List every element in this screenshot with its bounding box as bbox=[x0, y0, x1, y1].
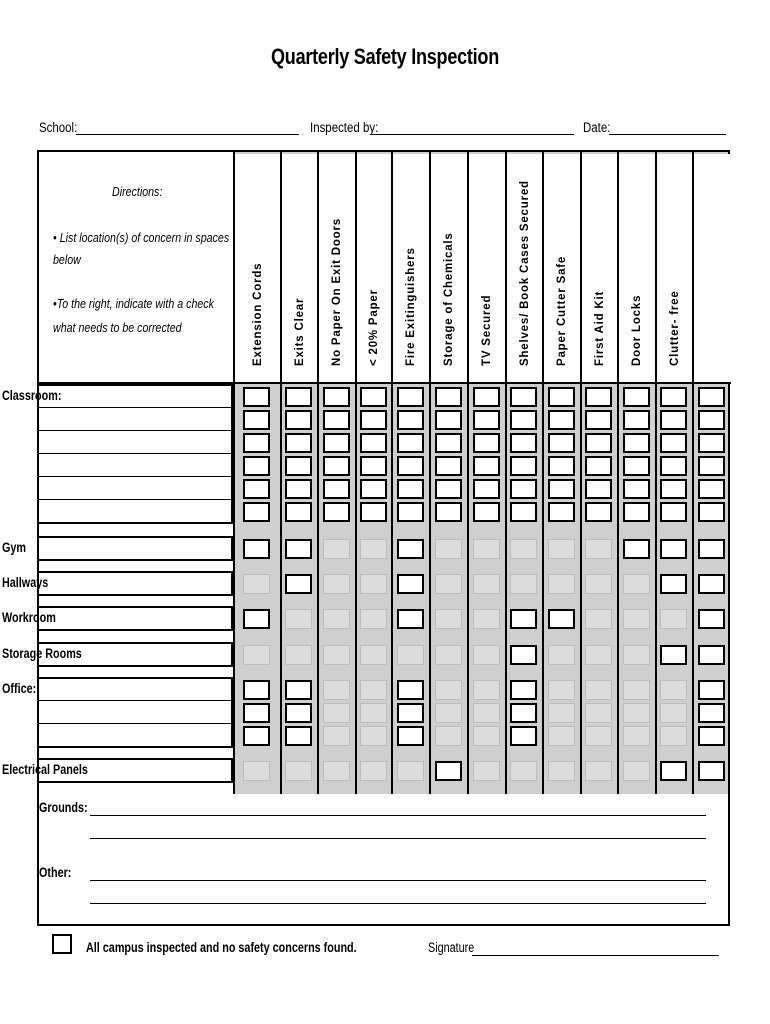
disabled-check-box bbox=[323, 539, 350, 559]
check-box[interactable] bbox=[243, 680, 270, 700]
disabled-check-box bbox=[548, 539, 575, 559]
check-box[interactable] bbox=[660, 433, 687, 453]
disabled-check-box bbox=[435, 726, 462, 746]
directions-line: below bbox=[53, 252, 81, 267]
location-entry-line[interactable] bbox=[39, 476, 231, 477]
check-box[interactable] bbox=[285, 387, 312, 407]
disabled-check-box bbox=[660, 609, 687, 629]
section-label-box bbox=[37, 571, 233, 596]
check-box[interactable] bbox=[623, 387, 650, 407]
check-box[interactable] bbox=[698, 680, 725, 700]
check-box[interactable] bbox=[397, 539, 424, 559]
check-box[interactable] bbox=[435, 387, 462, 407]
column-label: < 20% Paper bbox=[368, 289, 380, 366]
disabled-check-box bbox=[435, 703, 462, 723]
disabled-check-box bbox=[323, 761, 350, 781]
other-line[interactable] bbox=[90, 880, 706, 881]
check-box[interactable] bbox=[660, 387, 687, 407]
column-divider bbox=[467, 152, 469, 794]
check-box[interactable] bbox=[243, 456, 270, 476]
check-box[interactable] bbox=[243, 502, 270, 522]
column-divider bbox=[233, 152, 235, 794]
column-label: TV Secured bbox=[481, 294, 493, 366]
disabled-check-box bbox=[285, 609, 312, 629]
check-box[interactable] bbox=[548, 410, 575, 430]
check-box[interactable] bbox=[285, 680, 312, 700]
check-box[interactable] bbox=[660, 539, 687, 559]
check-box[interactable] bbox=[473, 456, 500, 476]
check-box[interactable] bbox=[360, 433, 387, 453]
disabled-check-box bbox=[323, 609, 350, 629]
grounds-label: Grounds: bbox=[39, 800, 88, 815]
disabled-check-box bbox=[243, 761, 270, 781]
check-box[interactable] bbox=[660, 645, 687, 665]
check-box[interactable] bbox=[510, 703, 537, 723]
disabled-check-box bbox=[323, 680, 350, 700]
school-field[interactable] bbox=[76, 134, 299, 135]
location-entry-line[interactable] bbox=[39, 700, 231, 701]
check-box[interactable] bbox=[510, 645, 537, 665]
check-box[interactable] bbox=[285, 703, 312, 723]
check-box[interactable] bbox=[323, 502, 350, 522]
disabled-check-box bbox=[623, 761, 650, 781]
column-divider bbox=[355, 152, 357, 794]
disabled-check-box bbox=[548, 574, 575, 594]
check-box[interactable] bbox=[397, 433, 424, 453]
check-box[interactable] bbox=[323, 479, 350, 499]
check-box[interactable] bbox=[623, 410, 650, 430]
check-box[interactable] bbox=[360, 502, 387, 522]
disabled-check-box bbox=[473, 645, 500, 665]
disabled-check-box bbox=[473, 726, 500, 746]
check-box[interactable] bbox=[435, 433, 462, 453]
disabled-check-box bbox=[510, 539, 537, 559]
check-box[interactable] bbox=[585, 456, 612, 476]
location-entry-line[interactable] bbox=[39, 430, 231, 431]
column-divider bbox=[692, 152, 694, 794]
disabled-check-box bbox=[510, 574, 537, 594]
check-box[interactable] bbox=[285, 433, 312, 453]
column-label: Extension Cords bbox=[251, 262, 264, 366]
check-box[interactable] bbox=[585, 410, 612, 430]
check-box[interactable] bbox=[585, 387, 612, 407]
check-box[interactable] bbox=[548, 479, 575, 499]
check-box[interactable] bbox=[510, 609, 537, 629]
check-box[interactable] bbox=[473, 387, 500, 407]
check-box[interactable] bbox=[698, 502, 725, 522]
check-box[interactable] bbox=[285, 479, 312, 499]
check-box[interactable] bbox=[360, 456, 387, 476]
disabled-check-box bbox=[397, 761, 424, 781]
disabled-check-box bbox=[548, 645, 575, 665]
column-divider bbox=[505, 152, 507, 794]
check-box[interactable] bbox=[397, 726, 424, 746]
disabled-check-box bbox=[548, 761, 575, 781]
check-box[interactable] bbox=[548, 456, 575, 476]
disabled-check-box bbox=[360, 680, 387, 700]
column-header bbox=[357, 154, 391, 384]
location-entry-line[interactable] bbox=[39, 453, 231, 454]
column-label: First Aid Kit bbox=[593, 290, 606, 366]
column-label: No Paper On Exit Doors bbox=[331, 218, 343, 366]
section-label-box bbox=[37, 677, 233, 748]
column-label: Paper Cutter Safe bbox=[556, 255, 568, 366]
section-label: Workroom bbox=[2, 610, 56, 625]
check-box[interactable] bbox=[285, 726, 312, 746]
check-box[interactable] bbox=[243, 410, 270, 430]
column-header bbox=[469, 154, 505, 384]
date-label: Date: bbox=[583, 120, 611, 135]
disabled-check-box bbox=[360, 539, 387, 559]
column-label: Exits Clear bbox=[293, 297, 306, 366]
signature-line[interactable] bbox=[472, 955, 719, 956]
column-header bbox=[582, 154, 617, 384]
check-box[interactable] bbox=[397, 574, 424, 594]
check-box[interactable] bbox=[360, 479, 387, 499]
column-header bbox=[319, 154, 355, 384]
disabled-check-box bbox=[548, 680, 575, 700]
disabled-check-box bbox=[585, 680, 612, 700]
disabled-check-box bbox=[623, 609, 650, 629]
check-box[interactable] bbox=[473, 410, 500, 430]
directions-block bbox=[40, 154, 230, 382]
check-box[interactable] bbox=[285, 410, 312, 430]
date-field[interactable] bbox=[609, 134, 726, 135]
check-box[interactable] bbox=[585, 502, 612, 522]
disabled-check-box bbox=[585, 703, 612, 723]
check-box[interactable] bbox=[698, 574, 725, 594]
disabled-check-box bbox=[243, 574, 270, 594]
disabled-check-box bbox=[623, 574, 650, 594]
check-box[interactable] bbox=[698, 433, 725, 453]
check-box[interactable] bbox=[698, 645, 725, 665]
disabled-check-box bbox=[510, 761, 537, 781]
all-campus-checkbox[interactable] bbox=[52, 934, 72, 954]
check-box[interactable] bbox=[397, 456, 424, 476]
check-box[interactable] bbox=[698, 703, 725, 723]
disabled-check-box bbox=[243, 645, 270, 665]
check-box[interactable] bbox=[510, 680, 537, 700]
disabled-check-box bbox=[435, 574, 462, 594]
directions-line: what needs to be corrected bbox=[53, 320, 182, 335]
column-label: Fire Exitinguishers bbox=[405, 247, 417, 366]
inspected-by-label: Inspected by: bbox=[310, 120, 379, 135]
disabled-check-box bbox=[397, 645, 424, 665]
disabled-check-box bbox=[435, 680, 462, 700]
check-box[interactable] bbox=[660, 574, 687, 594]
location-entry-line[interactable] bbox=[39, 723, 231, 724]
inspected-by-field[interactable] bbox=[371, 134, 574, 135]
disabled-check-box bbox=[548, 703, 575, 723]
location-entry-line[interactable] bbox=[39, 499, 231, 500]
check-box[interactable] bbox=[243, 703, 270, 723]
other-label: Other: bbox=[39, 865, 72, 880]
check-box[interactable] bbox=[397, 410, 424, 430]
check-box[interactable] bbox=[698, 479, 725, 499]
check-box[interactable] bbox=[243, 433, 270, 453]
check-box[interactable] bbox=[435, 410, 462, 430]
check-box[interactable] bbox=[698, 761, 725, 781]
check-box[interactable] bbox=[698, 726, 725, 746]
directions-heading: Directions: bbox=[112, 184, 163, 199]
check-box[interactable] bbox=[397, 502, 424, 522]
check-box[interactable] bbox=[623, 456, 650, 476]
disabled-check-box bbox=[473, 539, 500, 559]
check-box[interactable] bbox=[585, 433, 612, 453]
check-box[interactable] bbox=[323, 387, 350, 407]
disabled-check-box bbox=[585, 645, 612, 665]
check-box[interactable] bbox=[397, 609, 424, 629]
check-box[interactable] bbox=[397, 479, 424, 499]
signature-label: Signature bbox=[428, 940, 475, 955]
column-divider bbox=[542, 152, 544, 794]
check-box[interactable] bbox=[698, 387, 725, 407]
check-box[interactable] bbox=[623, 539, 650, 559]
column-header bbox=[619, 154, 655, 384]
disabled-check-box bbox=[323, 703, 350, 723]
disabled-check-box bbox=[623, 703, 650, 723]
disabled-check-box bbox=[360, 645, 387, 665]
check-box[interactable] bbox=[510, 502, 537, 522]
check-box[interactable] bbox=[323, 456, 350, 476]
check-box[interactable] bbox=[660, 410, 687, 430]
disabled-check-box bbox=[360, 703, 387, 723]
check-box[interactable] bbox=[548, 502, 575, 522]
check-box[interactable] bbox=[698, 609, 725, 629]
check-box[interactable] bbox=[510, 456, 537, 476]
disabled-check-box bbox=[360, 726, 387, 746]
section-label: Office: bbox=[2, 681, 37, 696]
check-box[interactable] bbox=[623, 502, 650, 522]
check-box[interactable] bbox=[623, 433, 650, 453]
check-box[interactable] bbox=[397, 703, 424, 723]
check-box[interactable] bbox=[660, 479, 687, 499]
column-label: Storage of Chemicals bbox=[443, 232, 455, 366]
column-header bbox=[235, 154, 280, 384]
check-box[interactable] bbox=[285, 574, 312, 594]
disabled-check-box bbox=[285, 761, 312, 781]
check-box[interactable] bbox=[360, 410, 387, 430]
check-box[interactable] bbox=[473, 502, 500, 522]
check-box[interactable] bbox=[548, 609, 575, 629]
check-box[interactable] bbox=[243, 726, 270, 746]
check-box[interactable] bbox=[243, 539, 270, 559]
check-box[interactable] bbox=[698, 410, 725, 430]
check-box[interactable] bbox=[510, 479, 537, 499]
check-box[interactable] bbox=[397, 387, 424, 407]
check-box[interactable] bbox=[660, 456, 687, 476]
check-box[interactable] bbox=[698, 456, 725, 476]
column-header bbox=[544, 154, 580, 384]
disabled-check-box bbox=[473, 574, 500, 594]
check-box[interactable] bbox=[585, 479, 612, 499]
check-box[interactable] bbox=[435, 456, 462, 476]
check-box[interactable] bbox=[510, 387, 537, 407]
check-box[interactable] bbox=[435, 761, 462, 781]
disabled-check-box bbox=[585, 539, 612, 559]
column-divider bbox=[429, 152, 431, 794]
disabled-check-box bbox=[660, 726, 687, 746]
check-box[interactable] bbox=[435, 479, 462, 499]
page-title: Quarterly Safety Inspection bbox=[271, 44, 499, 69]
disabled-check-box bbox=[323, 726, 350, 746]
disabled-check-box bbox=[360, 574, 387, 594]
column-header bbox=[393, 154, 429, 384]
check-box[interactable] bbox=[435, 502, 462, 522]
check-box[interactable] bbox=[510, 726, 537, 746]
check-box[interactable] bbox=[510, 433, 537, 453]
check-box[interactable] bbox=[397, 680, 424, 700]
column-divider bbox=[317, 152, 319, 794]
check-box[interactable] bbox=[285, 539, 312, 559]
section-label: Hallways bbox=[2, 575, 49, 590]
section-label-box bbox=[37, 536, 233, 561]
check-box[interactable] bbox=[285, 456, 312, 476]
check-box[interactable] bbox=[360, 387, 387, 407]
column-header bbox=[431, 154, 467, 384]
disabled-check-box bbox=[360, 761, 387, 781]
column-label: Shelves/ Book Cases Secured bbox=[518, 180, 531, 366]
disabled-check-box bbox=[473, 703, 500, 723]
grounds-line[interactable] bbox=[90, 815, 706, 816]
disabled-check-box bbox=[323, 645, 350, 665]
disabled-check-box bbox=[435, 645, 462, 665]
school-label: School: bbox=[39, 120, 78, 135]
check-box[interactable] bbox=[323, 410, 350, 430]
column-divider bbox=[391, 152, 393, 794]
section-label: Gym bbox=[2, 540, 27, 555]
check-box[interactable] bbox=[548, 387, 575, 407]
check-box[interactable] bbox=[243, 387, 270, 407]
disabled-check-box bbox=[585, 761, 612, 781]
grounds-line[interactable] bbox=[90, 838, 706, 839]
check-box[interactable] bbox=[698, 539, 725, 559]
disabled-check-box bbox=[623, 680, 650, 700]
disabled-check-box bbox=[585, 609, 612, 629]
disabled-check-box bbox=[435, 609, 462, 629]
column-divider bbox=[280, 152, 282, 794]
check-box[interactable] bbox=[243, 609, 270, 629]
disabled-check-box bbox=[660, 680, 687, 700]
column-divider bbox=[617, 152, 619, 794]
column-divider bbox=[580, 152, 582, 794]
disabled-check-box bbox=[435, 539, 462, 559]
column-label: Clutter- free bbox=[668, 290, 681, 366]
check-box[interactable] bbox=[623, 479, 650, 499]
section-label: Storage Rooms bbox=[2, 646, 82, 661]
disabled-check-box bbox=[473, 680, 500, 700]
disabled-check-box bbox=[323, 574, 350, 594]
disabled-check-box bbox=[473, 761, 500, 781]
check-box[interactable] bbox=[660, 502, 687, 522]
column-header bbox=[657, 154, 692, 384]
other-line[interactable] bbox=[90, 903, 706, 904]
directions-line: • List location(s) of concern in spaces bbox=[53, 230, 230, 245]
check-box[interactable] bbox=[243, 479, 270, 499]
check-box[interactable] bbox=[323, 433, 350, 453]
disabled-check-box bbox=[623, 726, 650, 746]
disabled-check-box bbox=[285, 645, 312, 665]
disabled-check-box bbox=[548, 726, 575, 746]
section-label-box bbox=[37, 384, 233, 524]
column-header bbox=[507, 154, 542, 384]
disabled-check-box bbox=[660, 703, 687, 723]
column-header bbox=[694, 154, 730, 384]
disabled-check-box bbox=[585, 574, 612, 594]
column-label: Door Locks bbox=[631, 294, 643, 366]
check-box[interactable] bbox=[510, 410, 537, 430]
check-box[interactable] bbox=[548, 433, 575, 453]
section-label-box bbox=[37, 606, 233, 631]
check-box[interactable] bbox=[473, 479, 500, 499]
disabled-check-box bbox=[585, 726, 612, 746]
location-entry-line[interactable] bbox=[39, 407, 231, 408]
check-box[interactable] bbox=[285, 502, 312, 522]
all-campus-statement: All campus inspected and no safety concerns found. bbox=[86, 940, 357, 955]
column-divider bbox=[655, 152, 657, 794]
column-header bbox=[282, 154, 317, 384]
disabled-check-box bbox=[360, 609, 387, 629]
disabled-check-box bbox=[623, 645, 650, 665]
check-box[interactable] bbox=[660, 761, 687, 781]
directions-line: •To the right, indicate with a check bbox=[53, 296, 214, 311]
section-label: Classroom: bbox=[2, 388, 62, 403]
section-label: Electrical Panels bbox=[2, 762, 88, 777]
check-box[interactable] bbox=[473, 433, 500, 453]
disabled-check-box bbox=[473, 609, 500, 629]
